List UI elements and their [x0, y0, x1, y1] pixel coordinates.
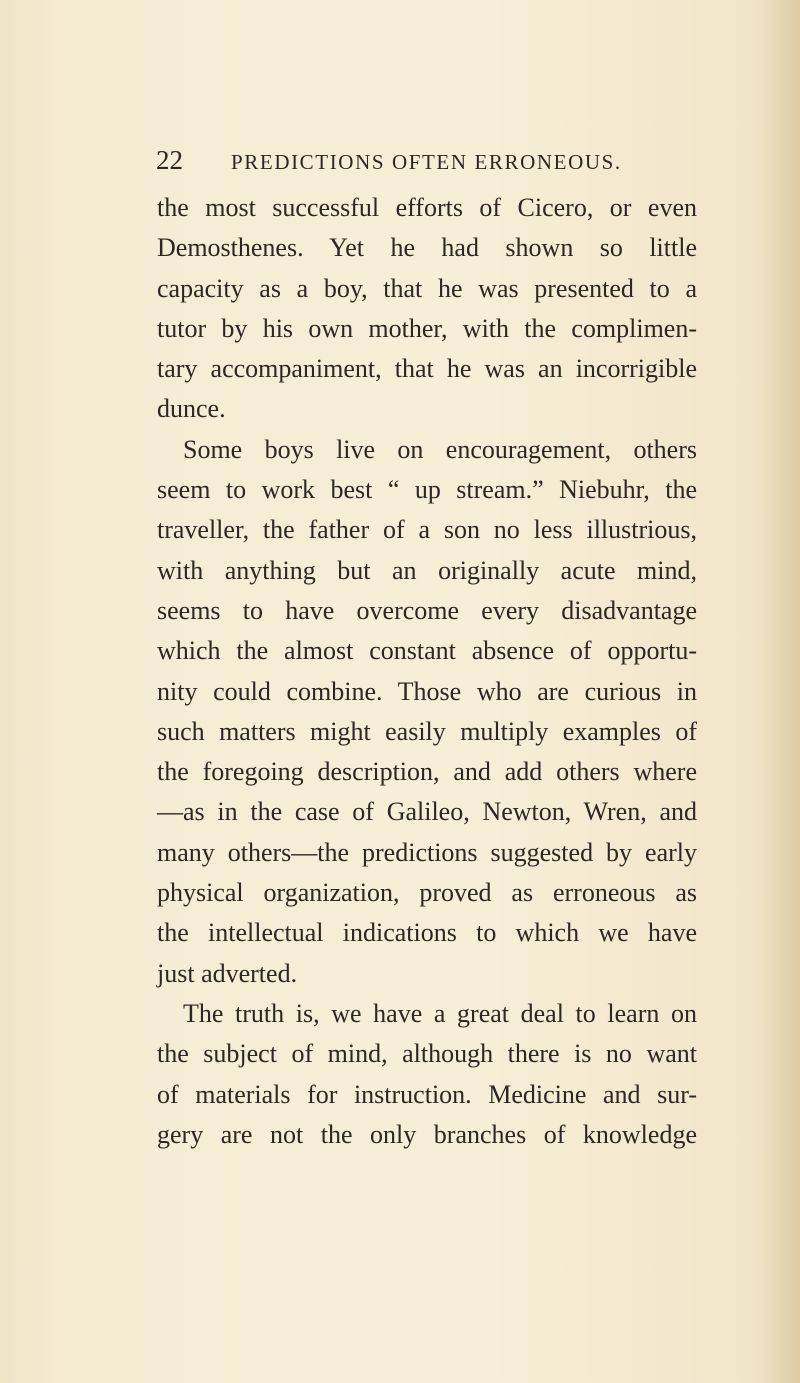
text-line: the most successful efforts of Cicero, or even: [157, 193, 697, 222]
text-line: with anything but an originally acute mind,: [157, 555, 697, 585]
text-line: such matters might easily multiply examples of: [157, 716, 697, 746]
text-line: many others—the predictions suggested by early: [157, 837, 697, 867]
text-line: the intellectual indications to which we have: [157, 918, 697, 948]
text-line: of materials for instruction. Medicine and sur-: [157, 1079, 697, 1109]
page-edge-shadow: [760, 0, 800, 1383]
paragraph-start-line: Some boys live on encouragement, others: [183, 434, 697, 464]
body-text: [157, 188, 697, 1155]
text-line: which the almost constant absence of opportu-: [157, 636, 697, 666]
page-number: 22: [156, 145, 183, 175]
text-line: tutor by his own mother, with the complimen-: [157, 313, 697, 343]
text-line: physical organization, proved as erroneous as: [157, 878, 697, 908]
text-line: tary accompaniment, that he was an incorrigible: [157, 354, 697, 384]
text-line: seems to have overcome every disadvantage: [157, 595, 697, 625]
text-line: capacity as a boy, that he was presented to a: [157, 273, 697, 303]
text-line: traveller, the father of a son no less illustrious,: [157, 515, 697, 545]
text-line: the foregoing description, and add others where: [157, 757, 697, 787]
text-line: —as in the case of Galileo, Newton, Wren, and: [157, 797, 697, 827]
page-header: [156, 143, 696, 177]
text-line: Demosthenes. Yet he had shown so little: [157, 233, 697, 263]
text-line: the subject of mind, although there is no want: [157, 1039, 697, 1069]
running-head: PREDICTIONS OFTEN ERRONEOUS.: [231, 150, 622, 174]
text-line: just adverted.: [157, 958, 298, 988]
text-line: seem to work best “ up stream.” Niebuhr, the: [157, 475, 697, 505]
text-line: dunce.: [157, 394, 226, 424]
text-line: gery are not the only branches of knowledge: [157, 1119, 697, 1149]
paragraph-start-line: The truth is, we have a great deal to learn on: [183, 998, 697, 1028]
text-line: nity could combine. Those who are curious in: [157, 676, 697, 706]
